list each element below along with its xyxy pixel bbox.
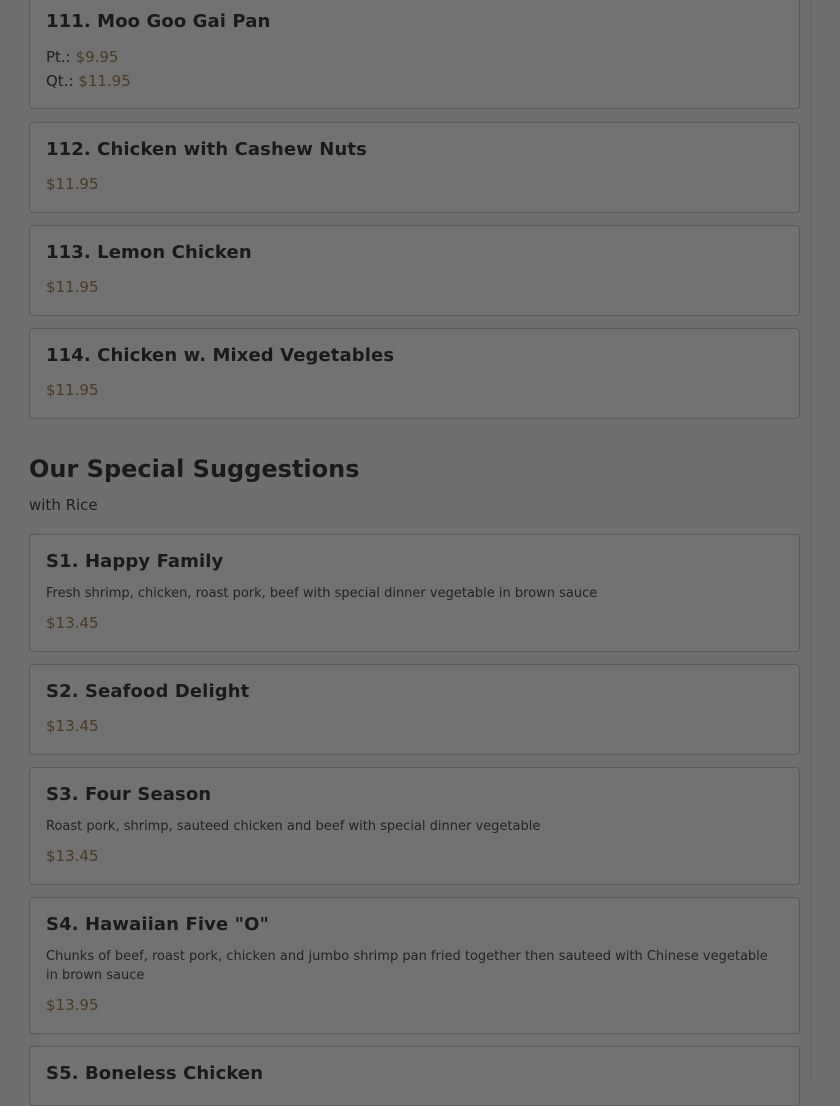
- item-price: $11.95: [46, 381, 99, 399]
- item-title: 114. Chicken w. Mixed Vegetables: [46, 345, 395, 366]
- section-title: Our Special Suggestions: [29, 455, 360, 483]
- item-title: 112. Chicken with Cashew Nuts: [46, 139, 367, 160]
- item-description: Roast pork, shrimp, sauteed chicken and beef with special dinner vegetable: [46, 819, 541, 834]
- item-title: S3. Four Season: [46, 784, 212, 805]
- menu-item-card[interactable]: [29, 225, 800, 316]
- menu-item-card[interactable]: [29, 664, 800, 755]
- menu-item-card[interactable]: [29, 767, 800, 885]
- item-title: S1. Happy Family: [46, 551, 224, 572]
- item-price: $11.95: [46, 278, 99, 296]
- menu-item-card[interactable]: [29, 534, 800, 652]
- item-title: S4. Hawaiian Five "O": [46, 914, 269, 935]
- price-value: $9.95: [75, 48, 119, 66]
- menu-item-card[interactable]: [29, 897, 800, 1034]
- item-description: Fresh shrimp, chicken, roast pork, beef with special dinner vegetable in brown sauce: [46, 586, 598, 601]
- item-price: $13.45: [46, 614, 99, 632]
- section-subtitle: with Rice: [29, 496, 98, 514]
- menu-item-card[interactable]: [29, 122, 800, 213]
- item-price: $13.45: [46, 847, 99, 865]
- price-label: Pt.:: [46, 48, 76, 66]
- item-price: $11.95: [46, 175, 99, 193]
- price-pint: [46, 48, 118, 66]
- price-label: Qt.:: [46, 72, 79, 90]
- item-description: Chunks of beef, roast pork, chicken and jumbo shrimp pan fried together then sauteed with Chinese vegetable in brown sauce: [46, 949, 768, 983]
- item-title: 111. Moo Goo Gai Pan: [46, 11, 271, 32]
- item-price: $13.95: [46, 996, 99, 1014]
- item-price: $13.45: [46, 717, 99, 735]
- price-value: $11.95: [78, 72, 131, 90]
- item-title: S2. Seafood Delight: [46, 681, 250, 702]
- scrollbar[interactable]: [810, 0, 840, 1084]
- item-title: S5. Boneless Chicken: [46, 1063, 264, 1084]
- menu-item-card[interactable]: [29, 1046, 800, 1106]
- menu-item-card[interactable]: [29, 328, 800, 419]
- menu-item-card[interactable]: [29, 0, 800, 109]
- price-quart: [46, 72, 131, 90]
- item-title: 113. Lemon Chicken: [46, 242, 252, 263]
